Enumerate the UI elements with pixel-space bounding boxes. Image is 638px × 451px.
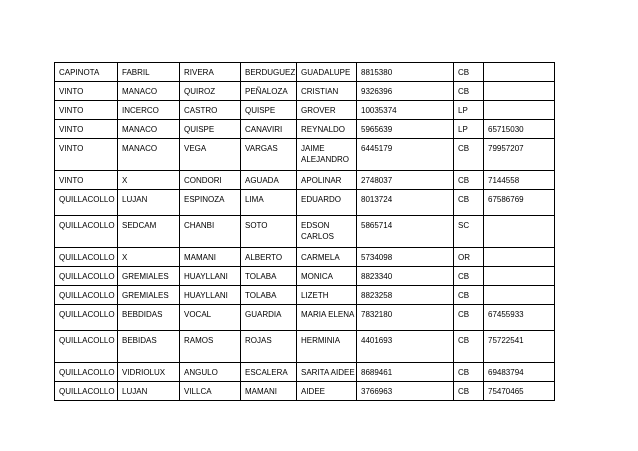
cell-organizacion: GREMIALES [118, 267, 180, 286]
cell-expedido: OR [454, 248, 484, 267]
cell-telefono: 79957207 [484, 139, 555, 171]
cell-expedido: CB [454, 363, 484, 382]
cell-apellido-materno: ROJAS [241, 331, 297, 363]
cell-apellido-paterno: MAMANI [180, 248, 241, 267]
cell-telefono [484, 101, 555, 120]
cell-municipio: QUILLACOLLO [55, 248, 118, 267]
cell-apellido-paterno: ESPINOZA [180, 190, 241, 216]
table-row [55, 139, 555, 171]
table-row [55, 216, 555, 248]
cell-apellido-paterno: CASTRO [180, 101, 241, 120]
cell-organizacion: LUJAN [118, 190, 180, 216]
cell-ci: 4401693 [357, 331, 454, 363]
cell-apellido-paterno: VEGA [180, 139, 241, 171]
cell-municipio: QUILLACOLLO [55, 190, 118, 216]
table-row [55, 82, 555, 101]
cell-municipio: QUILLACOLLO [55, 267, 118, 286]
cell-expedido: CB [454, 286, 484, 305]
cell-nombre: AIDEE [297, 382, 357, 401]
cell-telefono: 7144558 [484, 171, 555, 190]
cell-nombre: APOLINAR [297, 171, 357, 190]
cell-telefono [484, 248, 555, 267]
cell-nombre: MONICA [297, 267, 357, 286]
cell-expedido: LP [454, 101, 484, 120]
cell-nombre: REYNALDO [297, 120, 357, 139]
cell-telefono [484, 267, 555, 286]
cell-organizacion: GREMIALES [118, 286, 180, 305]
cell-apellido-materno: BERDUGUEZ [241, 63, 297, 82]
cell-municipio: VINTO [55, 82, 118, 101]
cell-ci: 9326396 [357, 82, 454, 101]
document-page [54, 62, 554, 401]
cell-municipio: QUILLACOLLO [55, 286, 118, 305]
cell-ci: 5734098 [357, 248, 454, 267]
cell-nombre: JAIME ALEJANDRO [297, 139, 357, 171]
cell-nombre: GROVER [297, 101, 357, 120]
cell-telefono [484, 216, 555, 248]
cell-apellido-materno: PEÑALOZA [241, 82, 297, 101]
cell-organizacion: MANACO [118, 139, 180, 171]
cell-organizacion: X [118, 248, 180, 267]
table-row [55, 101, 555, 120]
cell-ci: 3766963 [357, 382, 454, 401]
cell-apellido-paterno: VILLCA [180, 382, 241, 401]
cell-apellido-paterno: HUAYLLANI [180, 267, 241, 286]
cell-ci: 8823340 [357, 267, 454, 286]
cell-nombre: HERMINIA [297, 331, 357, 363]
cell-municipio: VINTO [55, 101, 118, 120]
cell-expedido: CB [454, 82, 484, 101]
cell-apellido-materno: AGUADA [241, 171, 297, 190]
table-body [55, 63, 555, 401]
cell-apellido-paterno: ANGULO [180, 363, 241, 382]
cell-apellido-materno: ESCALERA [241, 363, 297, 382]
records-table [54, 62, 555, 401]
cell-municipio: QUILLACOLLO [55, 363, 118, 382]
cell-expedido: SC [454, 216, 484, 248]
cell-ci: 10035374 [357, 101, 454, 120]
cell-ci: 2748037 [357, 171, 454, 190]
cell-apellido-paterno: QUIROZ [180, 82, 241, 101]
cell-organizacion: LUJAN [118, 382, 180, 401]
cell-apellido-materno: MAMANI [241, 382, 297, 401]
cell-ci: 8689461 [357, 363, 454, 382]
table-row [55, 363, 555, 382]
cell-apellido-paterno: RIVERA [180, 63, 241, 82]
cell-expedido: CB [454, 190, 484, 216]
cell-organizacion: X [118, 171, 180, 190]
cell-organizacion: BEBIDAS [118, 331, 180, 363]
cell-expedido: CB [454, 331, 484, 363]
cell-ci: 8013724 [357, 190, 454, 216]
cell-apellido-materno: VARGAS [241, 139, 297, 171]
table-row [55, 171, 555, 190]
cell-municipio: VINTO [55, 139, 118, 171]
cell-nombre: CARMELA [297, 248, 357, 267]
cell-nombre: EDSON CARLOS [297, 216, 357, 248]
cell-organizacion: INCERCO [118, 101, 180, 120]
cell-telefono: 65715030 [484, 120, 555, 139]
cell-expedido: CB [454, 382, 484, 401]
cell-apellido-materno: ALBERTO [241, 248, 297, 267]
cell-municipio: QUILLACOLLO [55, 382, 118, 401]
cell-nombre: SARITA AIDEE [297, 363, 357, 382]
cell-apellido-materno: TOLABA [241, 286, 297, 305]
cell-telefono: 75470465 [484, 382, 555, 401]
cell-apellido-materno: CANAVIRI [241, 120, 297, 139]
table-row [55, 190, 555, 216]
table-row [55, 286, 555, 305]
cell-ci: 8823258 [357, 286, 454, 305]
cell-apellido-materno: LIMA [241, 190, 297, 216]
cell-apellido-paterno: HUAYLLANI [180, 286, 241, 305]
cell-expedido: LP [454, 120, 484, 139]
cell-telefono [484, 286, 555, 305]
cell-expedido: CB [454, 63, 484, 82]
cell-ci: 8815380 [357, 63, 454, 82]
cell-telefono [484, 63, 555, 82]
cell-municipio: VINTO [55, 120, 118, 139]
cell-organizacion: SEDCAM [118, 216, 180, 248]
cell-telefono: 67586769 [484, 190, 555, 216]
table-row [55, 63, 555, 82]
cell-nombre: CRISTIAN [297, 82, 357, 101]
cell-municipio: QUILLACOLLO [55, 331, 118, 363]
cell-organizacion: MANACO [118, 120, 180, 139]
cell-nombre: MARIA ELENA [297, 305, 357, 331]
cell-apellido-materno: GUARDIA [241, 305, 297, 331]
cell-expedido: CB [454, 267, 484, 286]
cell-apellido-paterno: CHANBI [180, 216, 241, 248]
cell-organizacion: BEBDIDAS [118, 305, 180, 331]
cell-telefono: 75722541 [484, 331, 555, 363]
table-row [55, 382, 555, 401]
cell-apellido-materno: SOTO [241, 216, 297, 248]
table-row [55, 248, 555, 267]
cell-ci: 5965639 [357, 120, 454, 139]
cell-apellido-paterno: QUISPE [180, 120, 241, 139]
cell-municipio: VINTO [55, 171, 118, 190]
cell-nombre: LIZETH [297, 286, 357, 305]
table-row [55, 120, 555, 139]
cell-municipio: QUILLACOLLO [55, 305, 118, 331]
cell-nombre: EDUARDO [297, 190, 357, 216]
cell-telefono [484, 82, 555, 101]
table-row [55, 267, 555, 286]
cell-organizacion: FABRIL [118, 63, 180, 82]
cell-municipio: QUILLACOLLO [55, 216, 118, 248]
cell-apellido-materno: TOLABA [241, 267, 297, 286]
cell-apellido-paterno: CONDORI [180, 171, 241, 190]
cell-expedido: CB [454, 171, 484, 190]
cell-telefono: 69483794 [484, 363, 555, 382]
cell-organizacion: VIDRIOLUX [118, 363, 180, 382]
cell-ci: 6445179 [357, 139, 454, 171]
cell-expedido: CB [454, 139, 484, 171]
cell-organizacion: MANACO [118, 82, 180, 101]
cell-apellido-paterno: RAMOS [180, 331, 241, 363]
cell-ci: 7832180 [357, 305, 454, 331]
cell-ci: 5865714 [357, 216, 454, 248]
cell-telefono: 67455933 [484, 305, 555, 331]
cell-nombre: GUADALUPE [297, 63, 357, 82]
table-row [55, 305, 555, 331]
cell-expedido: CB [454, 305, 484, 331]
cell-apellido-materno: QUISPE [241, 101, 297, 120]
table-row [55, 331, 555, 363]
cell-apellido-paterno: VOCAL [180, 305, 241, 331]
cell-municipio: CAPINOTA [55, 63, 118, 82]
